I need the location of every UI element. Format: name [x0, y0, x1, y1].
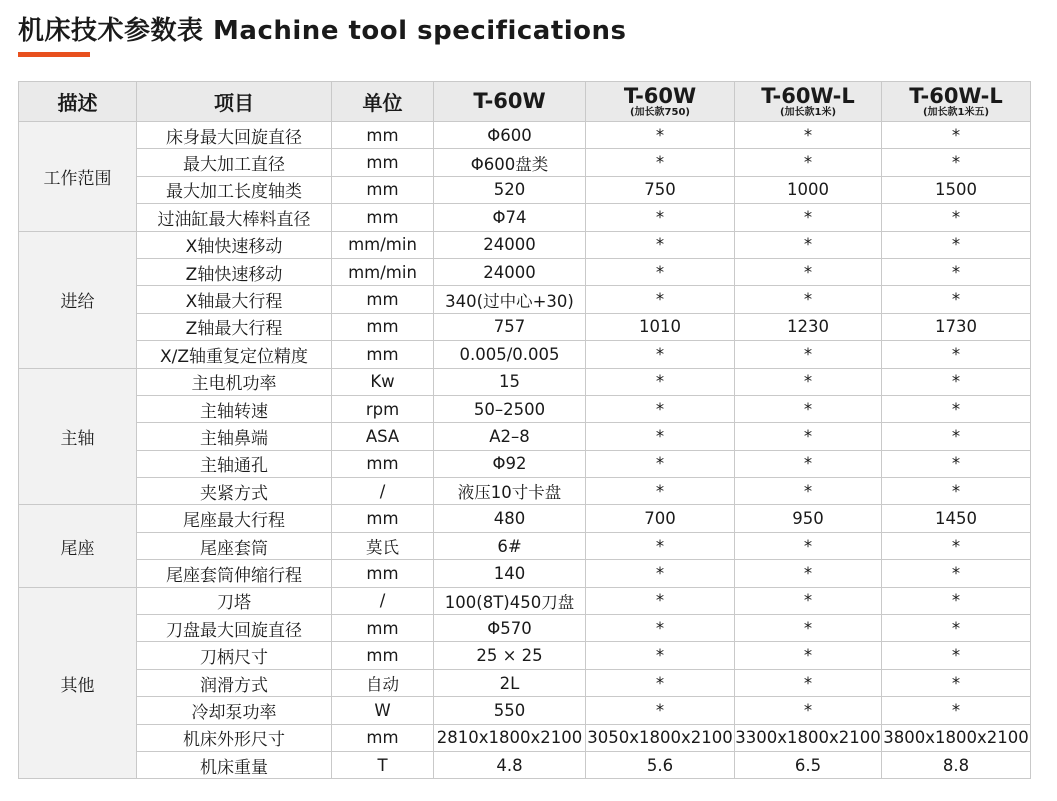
- spec-value: *: [882, 204, 1031, 231]
- table-row: [19, 450, 1031, 477]
- spec-value: *: [586, 642, 735, 669]
- table-row: [19, 669, 1031, 696]
- table-row: [19, 286, 1031, 313]
- spec-value: 140: [434, 560, 586, 587]
- table-row: [19, 423, 1031, 450]
- spec-value: 4.8: [434, 751, 586, 778]
- spec-unit: mm: [332, 204, 434, 231]
- spec-item: X/Z轴重复定位精度: [137, 341, 332, 368]
- spec-value: *: [586, 587, 735, 614]
- spec-value: *: [735, 149, 882, 176]
- spec-unit: mm: [332, 724, 434, 751]
- header-desc: 描述: [19, 82, 137, 122]
- spec-item: X轴最大行程: [137, 286, 332, 313]
- spec-value: *: [735, 341, 882, 368]
- table-header-row: [19, 82, 1031, 122]
- spec-value: Φ74: [434, 204, 586, 231]
- spec-item: 主电机功率: [137, 368, 332, 395]
- spec-item: Z轴快速移动: [137, 258, 332, 285]
- spec-unit: mm: [332, 560, 434, 587]
- spec-value: 6.5: [735, 751, 882, 778]
- title-accent-bar: [18, 52, 90, 57]
- spec-unit: mm/min: [332, 258, 434, 285]
- header-model-3: [735, 82, 882, 122]
- spec-item: 夹紧方式: [137, 478, 332, 505]
- spec-unit: W: [332, 697, 434, 724]
- spec-value: *: [882, 560, 1031, 587]
- spec-value: 700: [586, 505, 735, 532]
- model-name: T-60W-L: [761, 83, 855, 108]
- table-row: [19, 149, 1031, 176]
- spec-unit: 自动: [332, 669, 434, 696]
- spec-value: *: [882, 450, 1031, 477]
- spec-value: Φ600: [434, 122, 586, 149]
- spec-unit: mm: [332, 450, 434, 477]
- spec-value: 340(过中心+30): [434, 286, 586, 313]
- spec-value: *: [735, 642, 882, 669]
- spec-value: *: [735, 587, 882, 614]
- spec-value: *: [735, 204, 882, 231]
- spec-value: A2–8: [434, 423, 586, 450]
- spec-value: *: [586, 615, 735, 642]
- spec-value: *: [586, 231, 735, 258]
- page-title: 机床技术参数表 Machine tool specifications: [18, 16, 627, 46]
- spec-item: Z轴最大行程: [137, 313, 332, 340]
- spec-value: *: [882, 615, 1031, 642]
- spec-value: *: [735, 122, 882, 149]
- spec-value: *: [586, 258, 735, 285]
- spec-unit: mm: [332, 313, 434, 340]
- spec-value: 520: [434, 176, 586, 203]
- spec-value: 750: [586, 176, 735, 203]
- spec-item: 冷却泵功率: [137, 697, 332, 724]
- table-row: [19, 341, 1031, 368]
- spec-unit: mm: [332, 642, 434, 669]
- table-row: [19, 697, 1031, 724]
- model-name: T-60W: [623, 83, 697, 108]
- spec-unit: /: [332, 478, 434, 505]
- table-row: [19, 532, 1031, 559]
- spec-value: *: [735, 286, 882, 313]
- table-row: [19, 478, 1031, 505]
- spec-unit: mm: [332, 341, 434, 368]
- spec-unit: mm: [332, 505, 434, 532]
- spec-value: 8.8: [882, 751, 1031, 778]
- spec-unit: mm: [332, 122, 434, 149]
- spec-value: *: [735, 669, 882, 696]
- spec-value: 0.005/0.005: [434, 341, 586, 368]
- table-row: [19, 258, 1031, 285]
- spec-unit: mm: [332, 176, 434, 203]
- spec-item: 机床重量: [137, 751, 332, 778]
- spec-value: 1230: [735, 313, 882, 340]
- spec-value: *: [586, 450, 735, 477]
- spec-value: *: [586, 395, 735, 422]
- spec-unit: rpm: [332, 395, 434, 422]
- spec-value: *: [882, 697, 1031, 724]
- spec-value: *: [882, 122, 1031, 149]
- spec-value: *: [882, 423, 1031, 450]
- table-row: [19, 560, 1031, 587]
- table-row: [19, 231, 1031, 258]
- spec-table: [18, 81, 1031, 779]
- spec-value: *: [882, 532, 1031, 559]
- header-model-1: [434, 82, 586, 122]
- spec-item: 刀盘最大回旋直径: [137, 615, 332, 642]
- spec-value: *: [735, 368, 882, 395]
- spec-value: 100(8T)450刀盘: [434, 587, 586, 614]
- spec-value: 2L: [434, 669, 586, 696]
- spec-value: 757: [434, 313, 586, 340]
- spec-value: *: [882, 258, 1031, 285]
- spec-value: 24000: [434, 231, 586, 258]
- spec-unit: /: [332, 587, 434, 614]
- spec-value: *: [735, 423, 882, 450]
- spec-item: 润滑方式: [137, 669, 332, 696]
- spec-item: 尾座最大行程: [137, 505, 332, 532]
- table-row: [19, 122, 1031, 149]
- group-label: 工作范围: [19, 122, 137, 232]
- spec-value: 950: [735, 505, 882, 532]
- spec-item: 床身最大回旋直径: [137, 122, 332, 149]
- table-row: [19, 615, 1031, 642]
- model-sub: (加长款1米): [779, 106, 837, 118]
- spec-item: 机床外形尺寸: [137, 724, 332, 751]
- spec-value: *: [882, 231, 1031, 258]
- model-sub: (加长款750): [629, 106, 690, 118]
- model-sub: (加长款1米五): [922, 106, 990, 118]
- spec-value: *: [586, 368, 735, 395]
- spec-value: *: [735, 560, 882, 587]
- spec-value: 15: [434, 368, 586, 395]
- spec-value: *: [586, 341, 735, 368]
- table-row: [19, 505, 1031, 532]
- spec-item: 最大加工长度轴类: [137, 176, 332, 203]
- spec-item: 主轴通孔: [137, 450, 332, 477]
- spec-value: 液压10寸卡盘: [434, 478, 586, 505]
- spec-unit: mm: [332, 149, 434, 176]
- spec-value: 5.6: [586, 751, 735, 778]
- spec-value: *: [586, 122, 735, 149]
- spec-value: 3300x1800x2100: [735, 724, 882, 751]
- spec-value: *: [882, 286, 1031, 313]
- spec-value: *: [586, 286, 735, 313]
- spec-value: *: [735, 615, 882, 642]
- spec-value: 24000: [434, 258, 586, 285]
- spec-item: 最大加工直径: [137, 149, 332, 176]
- spec-value: 550: [434, 697, 586, 724]
- table-row: [19, 587, 1031, 614]
- spec-item: 主轴鼻端: [137, 423, 332, 450]
- group-label: 进给: [19, 231, 137, 368]
- spec-item: 过油缸最大棒料直径: [137, 204, 332, 231]
- spec-value: 3050x1800x2100: [586, 724, 735, 751]
- spec-item: 刀柄尺寸: [137, 642, 332, 669]
- spec-item: 主轴转速: [137, 395, 332, 422]
- spec-value: *: [882, 478, 1031, 505]
- spec-value: *: [882, 642, 1031, 669]
- group-label: 其他: [19, 587, 137, 779]
- spec-value: 1500: [882, 176, 1031, 203]
- spec-value: *: [882, 669, 1031, 696]
- header-model-2: [586, 82, 735, 122]
- header-item: 项目: [137, 82, 332, 122]
- spec-value: *: [586, 149, 735, 176]
- table-row: [19, 724, 1031, 751]
- spec-value: *: [735, 450, 882, 477]
- spec-value: *: [586, 532, 735, 559]
- spec-unit: Kw: [332, 368, 434, 395]
- spec-value: *: [882, 395, 1031, 422]
- spec-value: *: [586, 669, 735, 696]
- table-row: [19, 368, 1031, 395]
- spec-value: 50–2500: [434, 395, 586, 422]
- spec-unit: mm: [332, 286, 434, 313]
- spec-value: *: [735, 478, 882, 505]
- spec-value: *: [735, 697, 882, 724]
- spec-value: *: [586, 697, 735, 724]
- table-row: [19, 313, 1031, 340]
- spec-value: 1730: [882, 313, 1031, 340]
- spec-value: 480: [434, 505, 586, 532]
- spec-item: 刀塔: [137, 587, 332, 614]
- spec-value: *: [882, 149, 1031, 176]
- model-name: T-60W: [473, 89, 546, 113]
- spec-item: 尾座套筒伸缩行程: [137, 560, 332, 587]
- spec-item: X轴快速移动: [137, 231, 332, 258]
- spec-item: 尾座套筒: [137, 532, 332, 559]
- spec-table-body: [19, 122, 1031, 779]
- spec-value: *: [735, 231, 882, 258]
- spec-value: 3800x1800x2100: [882, 724, 1031, 751]
- spec-unit: T: [332, 751, 434, 778]
- spec-value: *: [882, 341, 1031, 368]
- spec-value: *: [735, 258, 882, 285]
- table-row: [19, 176, 1031, 203]
- spec-value: *: [586, 204, 735, 231]
- spec-value: *: [882, 368, 1031, 395]
- spec-value: Φ92: [434, 450, 586, 477]
- group-label: 尾座: [19, 505, 137, 587]
- table-row: [19, 204, 1031, 231]
- spec-value: Φ570: [434, 615, 586, 642]
- spec-value: *: [586, 478, 735, 505]
- spec-value: 1000: [735, 176, 882, 203]
- spec-value: 6#: [434, 532, 586, 559]
- spec-value: 1450: [882, 505, 1031, 532]
- table-row: [19, 395, 1031, 422]
- group-label: 主轴: [19, 368, 137, 505]
- spec-value: 1010: [586, 313, 735, 340]
- table-row: [19, 642, 1031, 669]
- spec-value: *: [586, 423, 735, 450]
- spec-unit: 莫氏: [332, 532, 434, 559]
- spec-value: Φ600盘类: [434, 149, 586, 176]
- spec-value: *: [735, 395, 882, 422]
- spec-unit: ASA: [332, 423, 434, 450]
- spec-value: *: [882, 587, 1031, 614]
- spec-value: 2810x1800x2100: [434, 724, 586, 751]
- header-model-4: [882, 82, 1031, 122]
- spec-value: 25 × 25: [434, 642, 586, 669]
- model-name: T-60W-L: [909, 83, 1003, 108]
- header-unit: 单位: [332, 82, 434, 122]
- spec-value: *: [735, 532, 882, 559]
- spec-unit: mm/min: [332, 231, 434, 258]
- spec-unit: mm: [332, 615, 434, 642]
- spec-value: *: [586, 560, 735, 587]
- table-row: [19, 751, 1031, 778]
